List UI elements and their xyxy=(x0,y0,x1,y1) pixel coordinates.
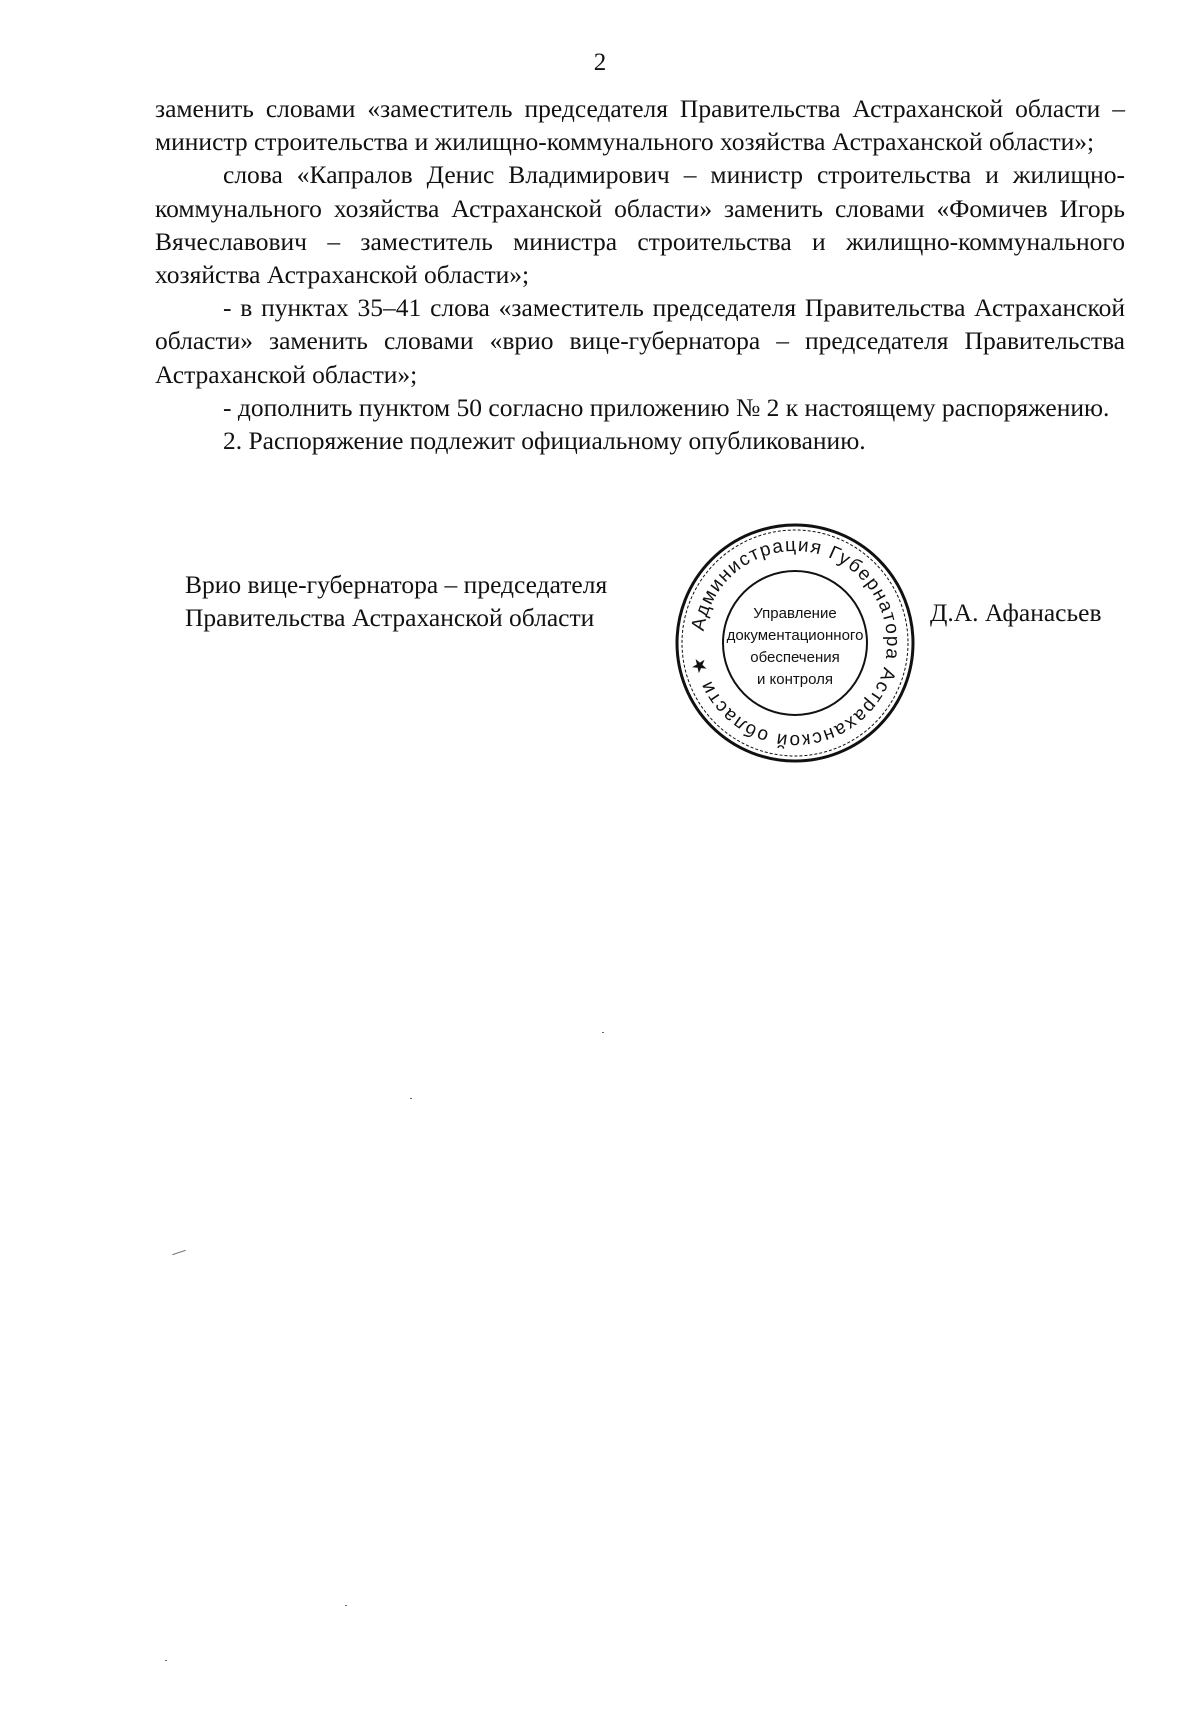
scan-speck xyxy=(602,1032,604,1033)
paragraph-add-item-50: - дополнить пунктом 50 согласно приложению № 2 к настоящему распоряжению. xyxy=(223,392,1110,422)
signatory-name: Д.А. Афанасьев xyxy=(930,598,1102,627)
scan-speck xyxy=(165,1660,167,1661)
stamp-center-line-3: обеспечения xyxy=(750,649,840,666)
stamp-center-line-2: документационного xyxy=(726,627,864,644)
document-body xyxy=(155,92,1125,457)
paragraph-items-35-41: - в пунктах 35–41 слова «заместитель председателя Правительства Астраханской области» заменить словами «врио вице-губернатора – председателя Правительства Астраханской области»; xyxy=(155,293,1125,389)
stamp-center-line-1: Управление xyxy=(753,605,837,622)
paragraph-words-kapralov: слова «Капралов Денис Владимирович – министр строительства и жилищно-коммунального хозяйства Астраханской области» заменить словами «Фомичев Игорь Вячеславович – заместитель министра строительства и жилищно-коммунального хозяйства Астраханской области»; xyxy=(155,160,1125,290)
signature-title-line-2: Правительства Астраханской области xyxy=(185,603,595,632)
stamp-seal-graphic xyxy=(670,518,920,768)
stamp-center-line-4: и контроля xyxy=(756,671,834,688)
signature-title-line-1: Врио вице-губернатора – председателя xyxy=(185,570,608,599)
page-number: 2 xyxy=(593,49,607,76)
scan-speck xyxy=(345,1605,347,1606)
paragraph-replace-words: заменить словами «заместитель председателя Правительства Астраханской области – министр строительства и жилищно-коммунального хозяйства Астраханской области»; xyxy=(155,94,1125,157)
scan-speck xyxy=(410,1098,412,1099)
official-stamp xyxy=(670,518,920,768)
signature-title xyxy=(185,568,607,634)
stamp-ring-text: Администрация Губернатора Астраханской области ★ xyxy=(687,534,904,752)
scan-speck xyxy=(172,1250,186,1255)
paragraph-publication: 2. Распоряжение подлежит официальному опубликованию. xyxy=(223,426,866,456)
